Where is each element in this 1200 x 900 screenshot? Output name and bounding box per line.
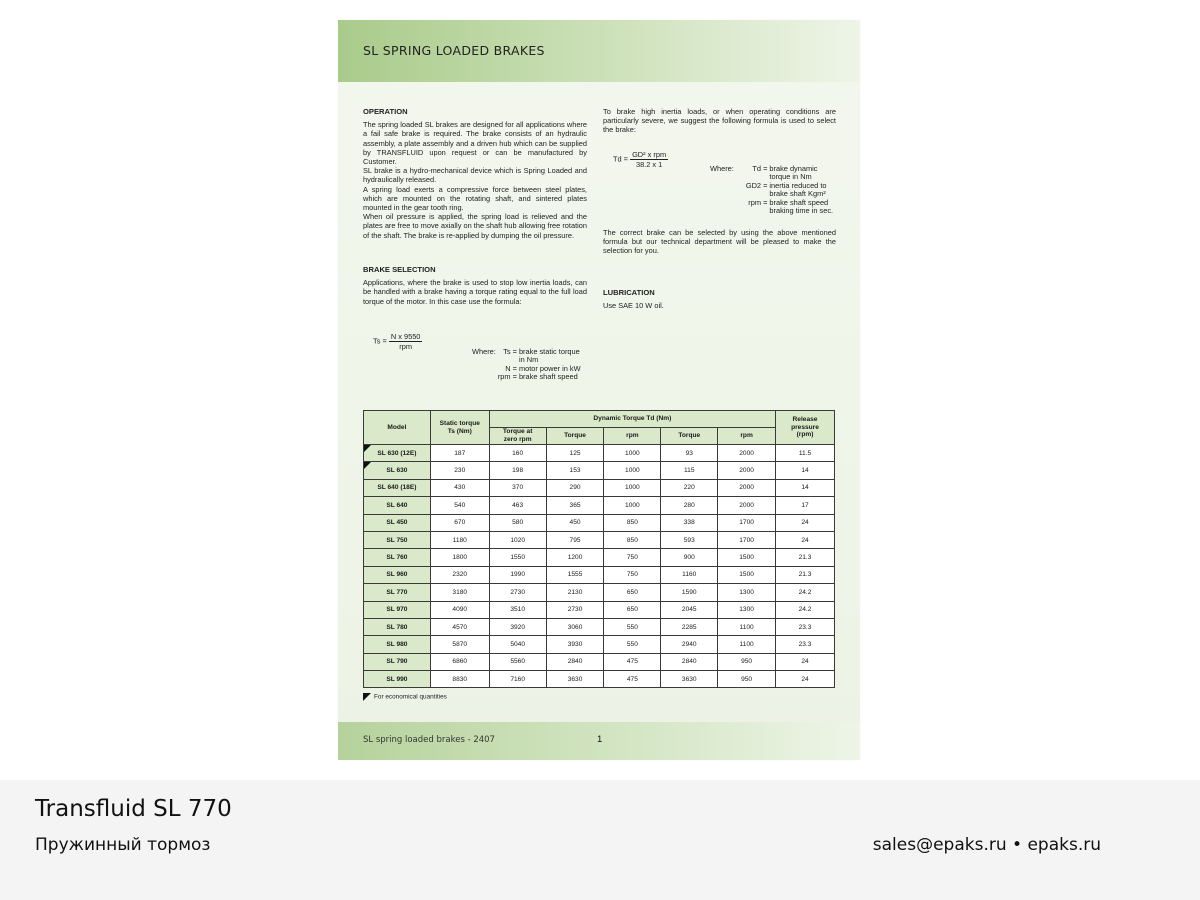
cell-torque: 900 — [661, 549, 718, 566]
cell-torque: 795 — [546, 531, 604, 548]
cell-static-torque: 3180 — [430, 584, 489, 601]
cell-model: SL 790 — [364, 653, 431, 670]
table-note-text: For economical quantities — [374, 693, 447, 701]
table-row — [364, 566, 835, 583]
cell-torque: 115 — [661, 462, 718, 479]
formula-lhs: Td = — [613, 154, 628, 164]
cell-rpm: 1000 — [604, 479, 661, 496]
formula-denominator: 38.2 x 1 — [635, 160, 663, 169]
cell-release-pressure: 17 — [776, 497, 835, 514]
cell-torque: 93 — [661, 445, 718, 462]
cell-release-pressure: 24 — [776, 671, 835, 688]
cell-torque: 2130 — [546, 584, 604, 601]
cell-rpm: 1700 — [718, 514, 776, 531]
cell-release-pressure: 24 — [776, 531, 835, 548]
cell-rpm: 1000 — [604, 445, 661, 462]
cell-torque-zero-rpm: 5560 — [489, 653, 546, 670]
cell-rpm: 1300 — [718, 584, 776, 601]
cell-model: SL 450 — [364, 514, 431, 531]
header-rpm: rpm — [604, 428, 661, 445]
cell-static-torque: 230 — [430, 462, 489, 479]
cell-torque-zero-rpm: 2730 — [489, 584, 546, 601]
table-row — [364, 479, 835, 496]
table-row — [364, 549, 835, 566]
cell-torque: 3630 — [546, 671, 604, 688]
header-release-pressure: Release pressure (rpm) — [776, 411, 835, 445]
cell-model: SL 630 (12E) — [364, 445, 431, 462]
cell-rpm: 1300 — [718, 601, 776, 618]
formula-fraction — [630, 150, 668, 169]
cell-torque-zero-rpm: 580 — [489, 514, 546, 531]
cell-rpm: 1100 — [718, 636, 776, 653]
cell-static-torque: 8830 — [430, 671, 489, 688]
table-row — [364, 514, 835, 531]
cell-torque-zero-rpm: 7160 — [489, 671, 546, 688]
where-description: braking time in sec. — [769, 206, 834, 216]
formula-denominator: rpm — [399, 342, 412, 351]
cell-rpm: 950 — [718, 653, 776, 670]
cell-rpm: 1000 — [604, 462, 661, 479]
cell-rpm: 2000 — [718, 497, 776, 514]
cell-model: SL 630 — [364, 462, 431, 479]
where-symbol: rpm = — [748, 197, 768, 207]
cell-model: SL 750 — [364, 531, 431, 548]
header-rpm: rpm — [718, 428, 776, 445]
cell-torque: 280 — [661, 497, 718, 514]
where-symbol: Td = — [752, 164, 768, 173]
cell-model: SL 760 — [364, 549, 431, 566]
cell-static-torque: 5870 — [430, 636, 489, 653]
operation-section — [363, 107, 587, 240]
cell-torque: 153 — [546, 462, 604, 479]
cell-rpm: 1000 — [604, 497, 661, 514]
cell-static-torque: 6860 — [430, 653, 489, 670]
cell-model: SL 780 — [364, 618, 431, 635]
cell-torque-zero-rpm: 160 — [489, 445, 546, 462]
table-row — [364, 653, 835, 670]
cell-static-torque: 2320 — [430, 566, 489, 583]
cell-rpm: 550 — [604, 618, 661, 635]
cell-release-pressure: 14 — [776, 462, 835, 479]
where-description: motor power in kW — [518, 363, 581, 373]
footer-text: SL spring loaded brakes - 2407 — [363, 735, 495, 745]
cell-torque-zero-rpm: 1550 — [489, 549, 546, 566]
cell-model: SL 980 — [364, 636, 431, 653]
cell-rpm: 1500 — [718, 566, 776, 583]
cell-torque: 1200 — [546, 549, 604, 566]
cell-rpm: 950 — [718, 671, 776, 688]
cell-static-torque: 1800 — [430, 549, 489, 566]
where-symbol: rpm = — [497, 372, 517, 382]
table-row — [364, 462, 835, 479]
static-where-block — [472, 348, 581, 382]
cell-torque: 2840 — [546, 653, 604, 670]
lubrication-text: Use SAE 10 W oil. — [603, 301, 664, 311]
cell-release-pressure: 14 — [776, 479, 835, 496]
where-description: in Nm — [518, 355, 539, 365]
cell-torque: 2045 — [661, 601, 718, 618]
cell-rpm: 2000 — [718, 479, 776, 496]
cell-model: SL 640 (18E) — [364, 479, 431, 496]
where-label: Where: — [710, 164, 734, 173]
cell-torque-zero-rpm: 1990 — [489, 566, 546, 583]
cell-release-pressure: 24.2 — [776, 584, 835, 601]
cell-rpm: 1700 — [718, 531, 776, 548]
table-row — [364, 618, 835, 635]
cell-rpm: 850 — [604, 531, 661, 548]
where-symbol — [746, 207, 770, 215]
cell-rpm: 2000 — [718, 462, 776, 479]
document-title: SL SPRING LOADED BRAKES — [363, 43, 545, 58]
operation-heading: OPERATION — [363, 107, 408, 116]
cell-torque-zero-rpm: 370 — [489, 479, 546, 496]
conclusion-text: The correct brake can be selected by using the above mentioned formula but our technical department will be pleased to make the selection for you. — [603, 228, 836, 256]
cell-rpm: 750 — [604, 566, 661, 583]
cell-torque: 3630 — [661, 671, 718, 688]
page-number: 1 — [597, 734, 603, 745]
cell-torque-zero-rpm: 463 — [489, 497, 546, 514]
header-torque-zero-rpm: Torque at zero rpm — [489, 428, 546, 445]
cell-static-torque: 4090 — [430, 601, 489, 618]
table-row — [364, 531, 835, 548]
cell-rpm: 650 — [604, 601, 661, 618]
cell-static-torque: 540 — [430, 497, 489, 514]
cell-model: SL 640 — [364, 497, 431, 514]
cell-static-torque: 1180 — [430, 531, 489, 548]
brake-selection-section — [363, 265, 587, 306]
formula-numerator: N x 9550 — [390, 332, 421, 341]
cell-static-torque: 187 — [430, 445, 489, 462]
product-title: Transfluid SL 770 — [35, 796, 232, 822]
specifications-table — [363, 410, 835, 688]
cell-torque: 290 — [546, 479, 604, 496]
cell-release-pressure: 21.3 — [776, 566, 835, 583]
cell-torque: 2940 — [661, 636, 718, 653]
where-description: brake dynamic — [769, 164, 818, 173]
where-description: brake shaft speed — [518, 372, 578, 382]
where-description: brake static torque — [518, 347, 580, 356]
cell-torque: 450 — [546, 514, 604, 531]
lubrication-heading: LUBRICATION — [603, 288, 655, 297]
cell-rpm: 1500 — [718, 549, 776, 566]
static-torque-formula — [373, 332, 422, 351]
cell-release-pressure: 11.5 — [776, 445, 835, 462]
cell-torque: 2730 — [546, 601, 604, 618]
cell-torque: 3060 — [546, 618, 604, 635]
where-description: brake shaft speed — [769, 197, 829, 207]
brake-selection-text: Applications, where the brake is used to stop low inertia loads, can be handled with a brake having a torque rating equal to the full load torque of the motor. In this case use the formula: — [363, 278, 587, 306]
cell-torque: 125 — [546, 445, 604, 462]
formula-fraction — [389, 332, 423, 351]
cell-torque: 2840 — [661, 653, 718, 670]
cell-rpm: 1100 — [718, 618, 776, 635]
cell-static-torque: 430 — [430, 479, 489, 496]
cell-torque: 220 — [661, 479, 718, 496]
table-row — [364, 636, 835, 653]
table-row — [364, 445, 835, 462]
cell-rpm: 750 — [604, 549, 661, 566]
table-row — [364, 601, 835, 618]
cell-release-pressure: 24 — [776, 514, 835, 531]
cell-torque: 1555 — [546, 566, 604, 583]
where-symbol: N = — [505, 363, 517, 373]
cell-static-torque: 4570 — [430, 618, 489, 635]
cell-model: SL 990 — [364, 671, 431, 688]
cell-rpm: 475 — [604, 671, 661, 688]
product-contact: sales@epaks.ru • epaks.ru — [872, 835, 1101, 855]
cell-torque: 593 — [661, 531, 718, 548]
cell-torque: 2285 — [661, 618, 718, 635]
dynamic-torque-formula — [613, 150, 668, 169]
conclusion-section — [603, 228, 836, 256]
table-row — [364, 497, 835, 514]
high-inertia-section — [603, 107, 836, 135]
cell-rpm: 475 — [604, 653, 661, 670]
cell-release-pressure: 23.3 — [776, 618, 835, 635]
brake-selection-heading: BRAKE SELECTION — [363, 265, 436, 274]
cell-release-pressure: 21.3 — [776, 549, 835, 566]
cell-rpm: 850 — [604, 514, 661, 531]
cell-rpm: 2000 — [718, 445, 776, 462]
header-model: Model — [364, 411, 431, 445]
table-row — [364, 671, 835, 688]
cell-torque-zero-rpm: 1020 — [489, 531, 546, 548]
cell-torque-zero-rpm: 3920 — [489, 618, 546, 635]
cell-release-pressure: 23.3 — [776, 636, 835, 653]
operation-text: The spring loaded SL brakes are designed for all applications where a fail safe brake is required. The brake consists of an hydraulic assembly, a plate assembly and a driven hub which can be supplied by TRANSFLUID upon request or can be manufactured by Customer. SL brake is a hydro-mechanical device which is Spring Loaded and hydraulically released. A spring load exerts a compressive force between steel plates, which are mounted on the rotating shaft, and sintered plates mounted in the gear tooth ring. When oil pressure is applied, the spring load is relieved and the plates are free to move axially on the shaft hub allowing free rotation of the shaft. The brake is re-applied by dumping the oil pressure. — [363, 120, 587, 240]
where-label: Where: — [472, 347, 496, 356]
cell-model: SL 970 — [364, 601, 431, 618]
where-description: brake shaft Kgm² — [769, 189, 826, 199]
header-torque: Torque — [661, 428, 718, 445]
header-torque: Torque — [546, 428, 604, 445]
table-note — [363, 693, 447, 701]
cell-release-pressure: 24.2 — [776, 601, 835, 618]
cell-release-pressure: 24 — [776, 653, 835, 670]
cell-model: SL 770 — [364, 584, 431, 601]
formula-numerator: GD² x rpm — [632, 150, 667, 159]
header-static-torque: Static torque Ts (Nm) — [430, 411, 489, 445]
table-row — [364, 584, 835, 601]
high-inertia-text: To brake high inertia loads, or when operating conditions are particularly severe, we suggest the following formula is used to select the brake: — [603, 107, 836, 135]
product-subtitle: Пружинный тормоз — [35, 835, 211, 855]
lubrication-section — [603, 288, 836, 310]
cell-rpm: 650 — [604, 584, 661, 601]
cell-torque-zero-rpm: 5040 — [489, 636, 546, 653]
where-symbol: GD2 = — [745, 180, 768, 190]
cell-static-torque: 670 — [430, 514, 489, 531]
cell-torque-zero-rpm: 3510 — [489, 601, 546, 618]
document-page — [338, 20, 860, 760]
specifications-table-body — [364, 445, 835, 688]
formula-lhs: Ts = — [373, 336, 387, 346]
triangle-marker-icon — [363, 693, 371, 701]
cell-torque: 1590 — [661, 584, 718, 601]
where-symbol: Ts = — [503, 347, 517, 356]
cell-torque: 338 — [661, 514, 718, 531]
cell-torque: 1160 — [661, 566, 718, 583]
cell-torque: 365 — [546, 497, 604, 514]
cell-rpm: 550 — [604, 636, 661, 653]
cell-torque: 3930 — [546, 636, 604, 653]
cell-torque-zero-rpm: 198 — [489, 462, 546, 479]
header-dynamic-torque: Dynamic Torque Td (Nm) — [489, 411, 775, 428]
where-description: torque in Nm — [769, 172, 812, 182]
where-description: inertia reduced to — [769, 180, 827, 190]
cell-model: SL 960 — [364, 566, 431, 583]
dynamic-where-block — [710, 165, 833, 215]
